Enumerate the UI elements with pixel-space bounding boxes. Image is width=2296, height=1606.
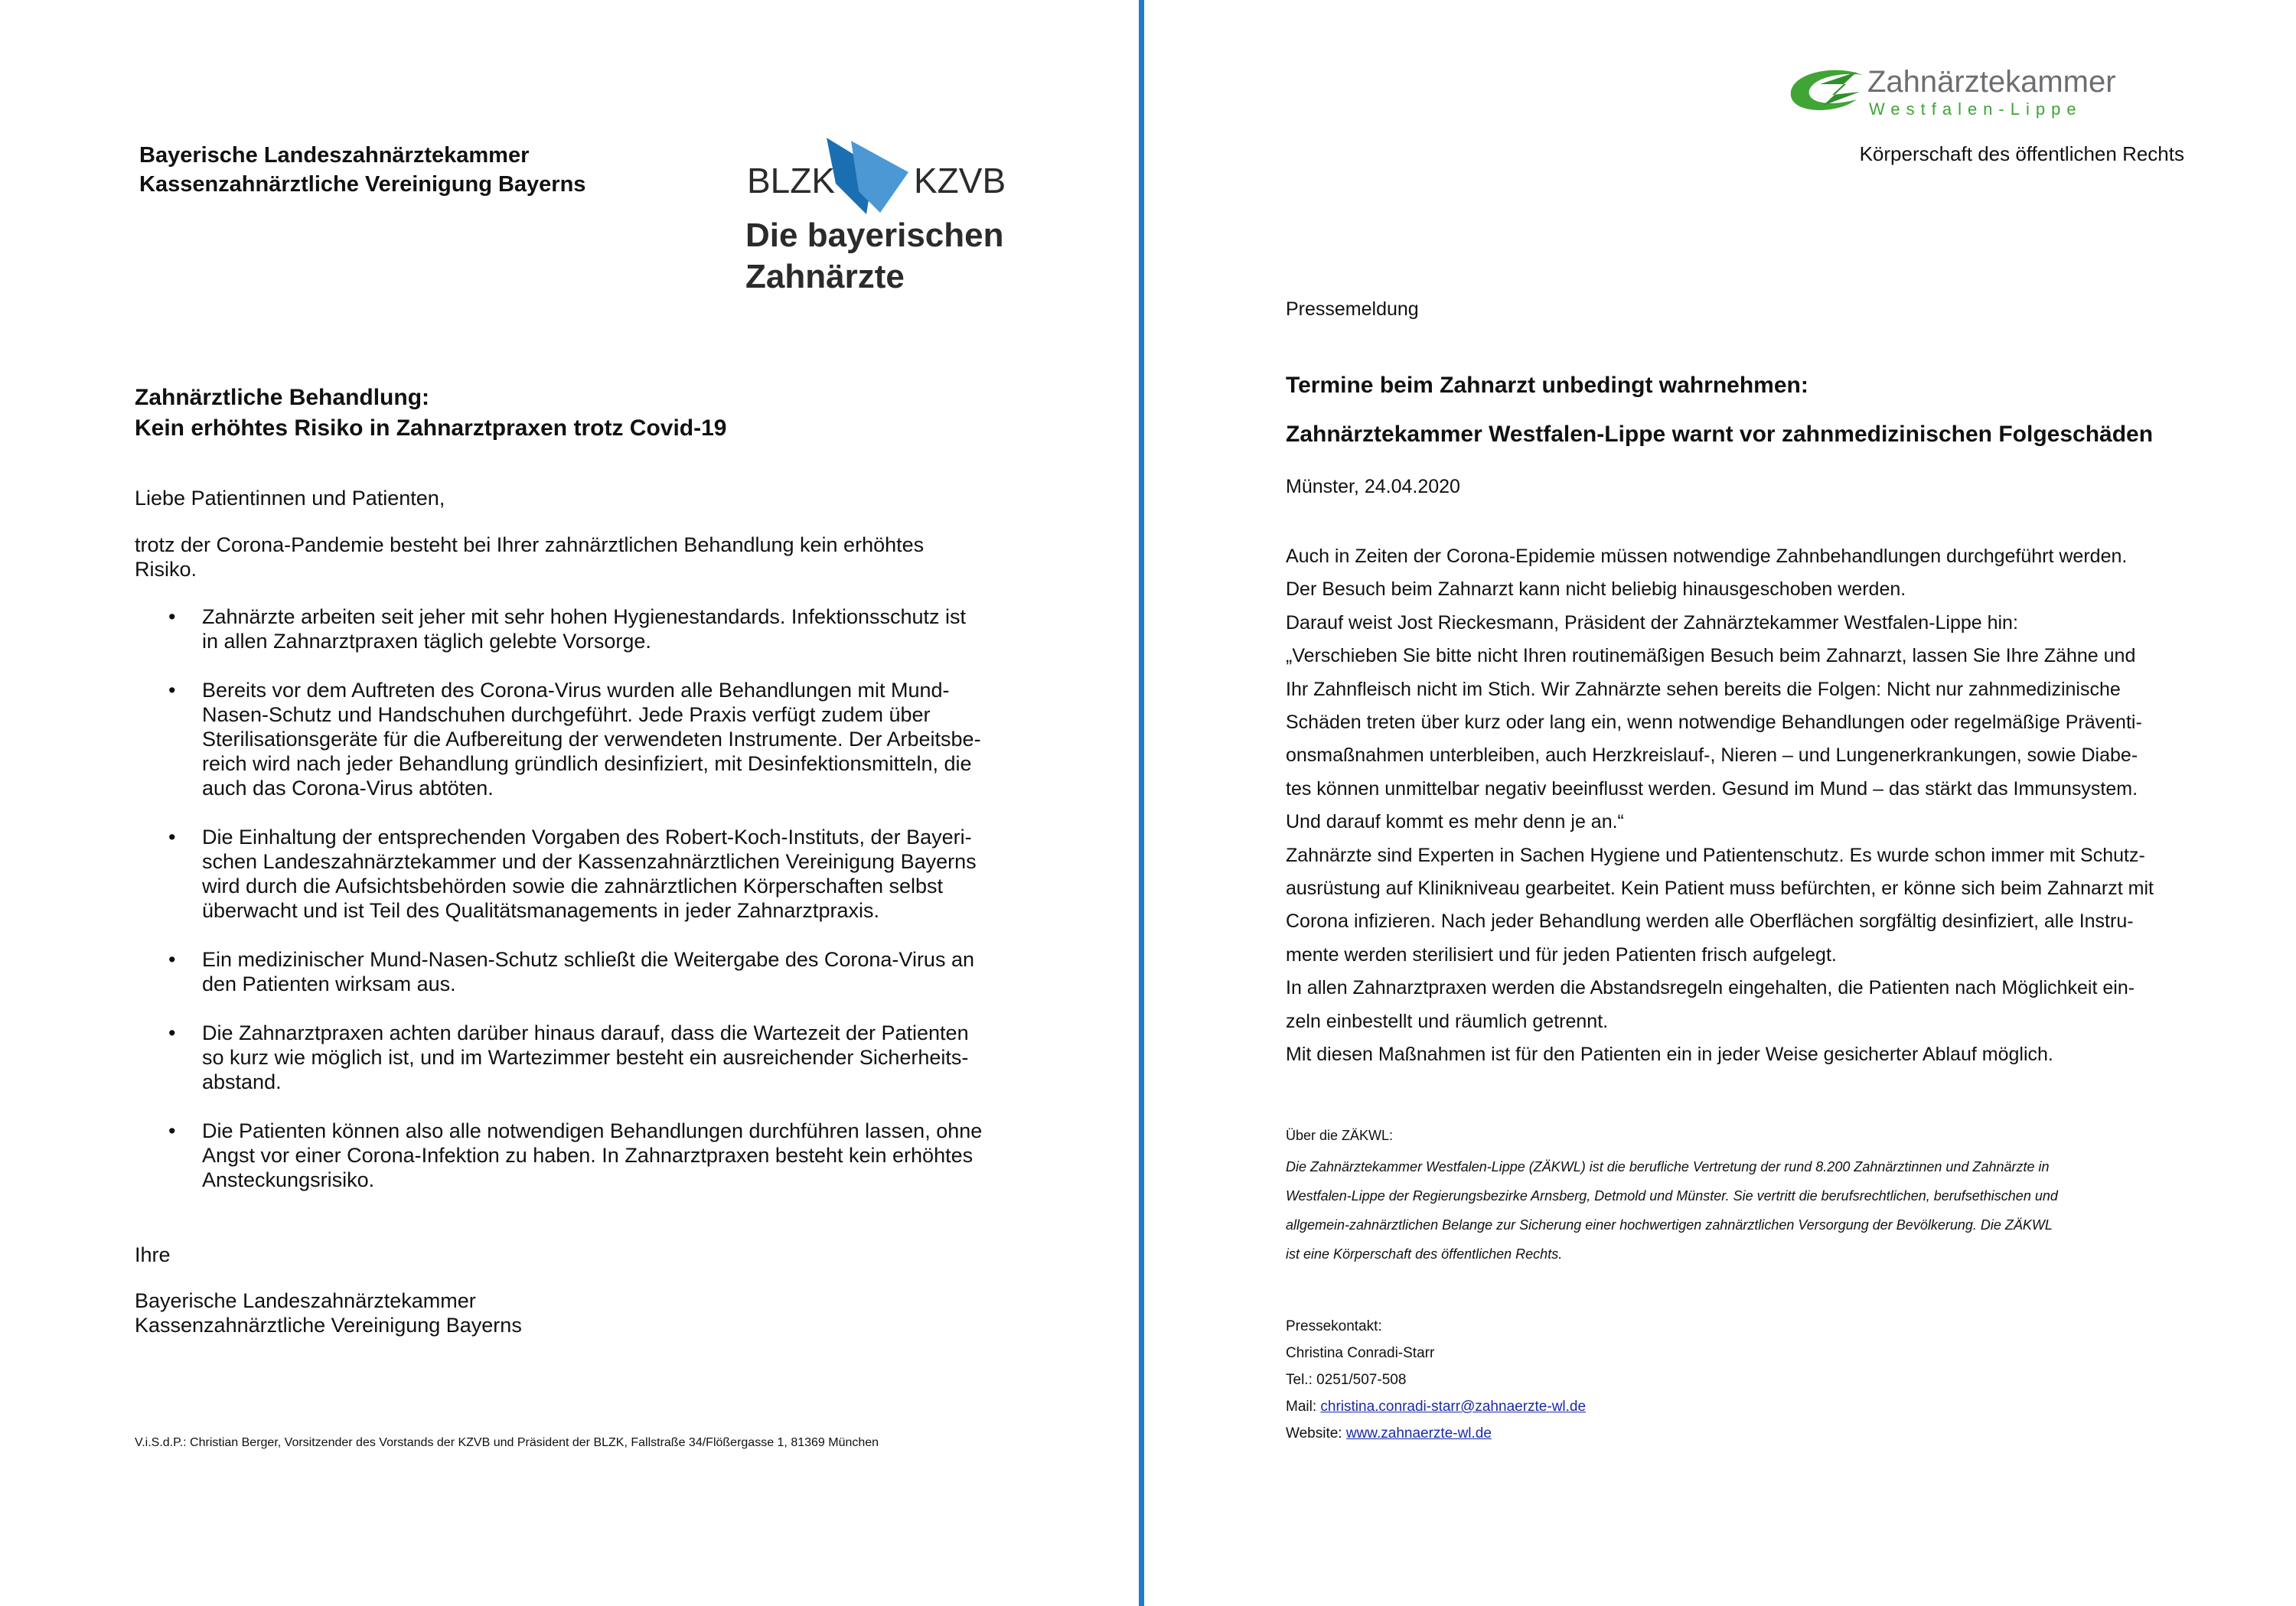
logo-text-right: KZVB bbox=[914, 161, 1006, 200]
text-line: schen Landeszahnärztekammer und der Kassenzahnärztlichen Vereinigung Bayerns bbox=[202, 850, 977, 873]
signature-line: Bayerische Landeszahnärztekammer bbox=[135, 1289, 476, 1312]
text-line: Der Besuch beim Zahnarzt kann nicht beliebig hinausgeschoben werden. bbox=[1286, 578, 1906, 601]
logo-name: Zahnärztekammer bbox=[1867, 65, 2116, 99]
text-line: ausrüstung auf Klinikniveau gearbeitet. Kein Patient muss befürchten, er könne sich beim Zahnarzt mit bbox=[1286, 878, 2154, 900]
list-item bbox=[135, 604, 1015, 653]
bullet-icon: • bbox=[168, 826, 176, 849]
text-line: Und darauf kommt es mehr denn je an.“ bbox=[1286, 811, 1624, 833]
about-label: Über die ZÄKWL: bbox=[1286, 1128, 1394, 1143]
text-line: auch das Corona-Virus abtöten. bbox=[202, 777, 494, 800]
text-line: Die Zahnarztpraxen achten darüber hinaus darauf, dass die Wartezeit der Patienten bbox=[202, 1021, 969, 1044]
list-item bbox=[135, 678, 1015, 800]
org-line: Kassenzahnärztliche Vereinigung Bayerns bbox=[139, 172, 586, 197]
text-line: Angst vor einer Corona-Infektion zu haben. In Zahnarztpraxen besteht kein erhöhtes bbox=[202, 1144, 974, 1167]
website-link[interactable]: www.zahnaerzte-wl.de bbox=[1345, 1425, 1492, 1441]
about-text bbox=[1286, 1152, 2189, 1269]
list-item bbox=[135, 1021, 1015, 1094]
text-line: Corona infizieren. Nach jeder Behandlung werden alle Oberflächen sorgfältig desinfiziert, alle Instru- bbox=[1286, 911, 2134, 933]
text-line: mente werden sterilisiert und für jeden Patienten frisch aufgelegt. bbox=[1286, 943, 1837, 966]
text-line: Die Zahnärztekammer Westfalen-Lippe (ZÄKWL) ist die berufliche Vertretung der rund 8.200 Zahnärztinnen und Zahnärzte in bbox=[1286, 1159, 2050, 1174]
corporation-label: Körperschaft des öffentlichen Rechts bbox=[1859, 142, 2184, 165]
text-line: zeln einbestellt und räumlich getrennt. bbox=[1286, 1010, 1609, 1032]
text-line: „Verschieben Sie bitte nicht Ihren routinemäßigen Besuch beim Zahnarzt, lassen Sie Ihre Zähne und bbox=[1286, 645, 2136, 667]
text-line: tes können unmittelbar negativ beeinflusst werden. Gesund im Mund – das stärkt das Immunsystem. bbox=[1286, 777, 2138, 800]
intro-paragraph bbox=[135, 533, 992, 581]
headline-line: Termine beim Zahnarzt unbedingt wahrnehmen: bbox=[1286, 373, 1808, 398]
press-contact bbox=[1286, 1313, 1586, 1447]
text-line: Zahnärzte arbeiten seit jeher mit sehr hohen Hygienestandards. Infektionsschutz ist bbox=[202, 605, 967, 628]
text-line: Auch in Zeiten der Corona-Epidemie müssen notwendige Zahnbehandlungen durchgeführt werden. bbox=[1286, 546, 2128, 567]
contact-website-row bbox=[1286, 1420, 1586, 1447]
bullet-icon: • bbox=[168, 948, 176, 971]
text-line: onsmaßnahmen unterbleiben, auch Herzkreislauf-, Nieren – und Lungenerkrankungen, sowie Diabe- bbox=[1286, 744, 2138, 767]
list-item bbox=[135, 947, 1015, 996]
logo-claim-line: Zahnärzte bbox=[745, 258, 905, 295]
org-line: Bayerische Landeszahnärztekammer bbox=[139, 143, 530, 168]
text-line: Risiko. bbox=[135, 558, 197, 581]
bullet-icon: • bbox=[168, 679, 176, 702]
text-line: reich wird nach jeder Behandlung gründlich desinfiziert, mit Desinfektionsmitteln, die bbox=[202, 752, 972, 775]
text-line: trotz der Corona-Pandemie besteht bei Ihrer zahnärztlichen Behandlung kein erhöhtes bbox=[135, 533, 925, 556]
bullet-icon: • bbox=[168, 1021, 176, 1044]
press-body bbox=[1286, 540, 2189, 1072]
closing: Ihre bbox=[135, 1243, 171, 1266]
bullet-icon: • bbox=[168, 1119, 176, 1142]
logo-text-left: BLZK bbox=[747, 161, 836, 200]
title-line: Kein erhöhtes Risiko in Zahnarztpraxen trotz Covid-19 bbox=[135, 415, 727, 441]
text-line: In allen Zahnarztpraxen werden die Abstandsregeln eingehalten, die Patienten nach Möglichkeit ein- bbox=[1286, 977, 2135, 999]
text-line: wird durch die Aufsichtsbehörden sowie die zahnärztlichen Körperschaften selbst bbox=[202, 875, 944, 897]
imprint-footer: V.i.S.d.P.: Christian Berger, Vorsitzender des Vorstands der KZVB und Präsident der BLZK, Fallstraße 34/Flößergasse 1, 81369 München bbox=[135, 1436, 879, 1449]
headline-line: Zahnärztekammer Westfalen-Lippe warnt vor zahnmedizinischen Folgeschäden bbox=[1286, 422, 2154, 447]
text-line: Zahnärzte sind Experten in Sachen Hygiene und Patientenschutz. Es wurde schon immer mit Schutz- bbox=[1286, 844, 2145, 866]
press-label: Pressemeldung bbox=[1286, 298, 1419, 320]
logo-claim-line: Die bayerischen bbox=[745, 217, 1004, 254]
text-line: Mit diesen Maßnahmen ist für den Patienten ein in jeder Weise gesicherter Ablauf möglich. bbox=[1286, 1044, 2053, 1066]
left-title bbox=[135, 383, 726, 444]
text-line: Westfalen-Lippe der Regierungsbezirke Arnsberg, Detmold und Münster. Sie vertritt die berufsrechtlichen, berufsethischen und bbox=[1286, 1188, 2058, 1204]
text-line: in allen Zahnarztpraxen täglich gelebte Vorsorge. bbox=[202, 630, 651, 653]
contact-name: Christina Conradi-Starr bbox=[1286, 1345, 1435, 1361]
contact-mail-row bbox=[1286, 1393, 1586, 1420]
title-line: Zahnärztliche Behandlung: bbox=[135, 385, 430, 410]
website-label: Website: bbox=[1286, 1425, 1346, 1441]
list-item bbox=[135, 1119, 1015, 1192]
text-line: Die Patienten können also alle notwendigen Behandlungen durchführen lassen, ohne bbox=[202, 1119, 983, 1142]
zahnaerztekammer-logo bbox=[1783, 61, 2183, 124]
text-line: Bereits vor dem Auftreten des Corona-Virus wurden alle Behandlungen mit Mund- bbox=[202, 679, 950, 702]
text-line: Ein medizinischer Mund-Nasen-Schutz schließt die Weitergabe des Corona-Virus an bbox=[202, 948, 974, 971]
text-line: Sterilisationsgeräte für die Aufbereitung der verwendeten Instrumente. Der Arbeitsbe- bbox=[202, 728, 981, 751]
signature bbox=[135, 1288, 522, 1337]
text-line: Ihr Zahnfleisch nicht im Stich. Wir Zahnärzte sehen bereits die Folgen: Nicht nur zahnmedizinische bbox=[1286, 678, 2121, 700]
text-line: überwacht und ist Teil des Qualitätsmanagements in jeder Zahnarztpraxis. bbox=[202, 899, 879, 922]
text-line: Schäden treten über kurz oder lang ein, wenn notwendige Behandlungen oder regelmäßige Präventi- bbox=[1286, 712, 2142, 734]
text-line: ist eine Körperschaft des öffentlichen Rechts. bbox=[1286, 1246, 1563, 1262]
text-line: Ansteckungsrisiko. bbox=[202, 1168, 375, 1191]
list-item bbox=[135, 825, 1015, 923]
text-line: Nasen-Schutz und Handschuhen durchgeführt. Jede Praxis verfügt zudem über bbox=[202, 703, 931, 726]
left-org-header bbox=[139, 141, 585, 199]
signature-line: Kassenzahnärztliche Vereinigung Bayerns bbox=[135, 1314, 522, 1337]
text-line: Die Einhaltung der entsprechenden Vorgaben des Robert-Koch-Instituts, der Bayeri- bbox=[202, 826, 972, 849]
logo-subname: Westfalen-Lippe bbox=[1869, 99, 2082, 119]
mail-link[interactable]: christina.conradi-starr@zahnaerzte-wl.de bbox=[1320, 1399, 1587, 1415]
contact-label: Pressekontakt: bbox=[1286, 1318, 1382, 1334]
bullet-list bbox=[135, 604, 1015, 1217]
greeting: Liebe Patientinnen und Patienten, bbox=[135, 487, 445, 510]
mail-label: Mail: bbox=[1286, 1399, 1321, 1415]
page-divider bbox=[1139, 0, 1144, 1606]
text-line: abstand. bbox=[202, 1070, 282, 1093]
contact-tel: Tel.: 0251/507-508 bbox=[1286, 1372, 1407, 1388]
dateline: Münster, 24.04.2020 bbox=[1286, 476, 1460, 497]
bullet-icon: • bbox=[168, 605, 176, 628]
text-line: so kurz wie möglich ist, und im Wartezimmer besteht ein ausreichender Sicherheits- bbox=[202, 1046, 969, 1069]
text-line: Darauf weist Jost Rieckesmann, Präsident der Zahnärztekammer Westfalen-Lippe hin: bbox=[1286, 611, 2018, 634]
blzk-kzvb-logo bbox=[744, 130, 1027, 298]
press-headline bbox=[1286, 361, 2153, 459]
text-line: allgemein-zahnärztlichen Belange zur Sicherung einer hochwertigen zahnärztlichen Versorgung der Bevölkerung. Die ZÄKWL bbox=[1286, 1217, 2053, 1233]
text-line: den Patienten wirksam aus. bbox=[202, 972, 456, 995]
